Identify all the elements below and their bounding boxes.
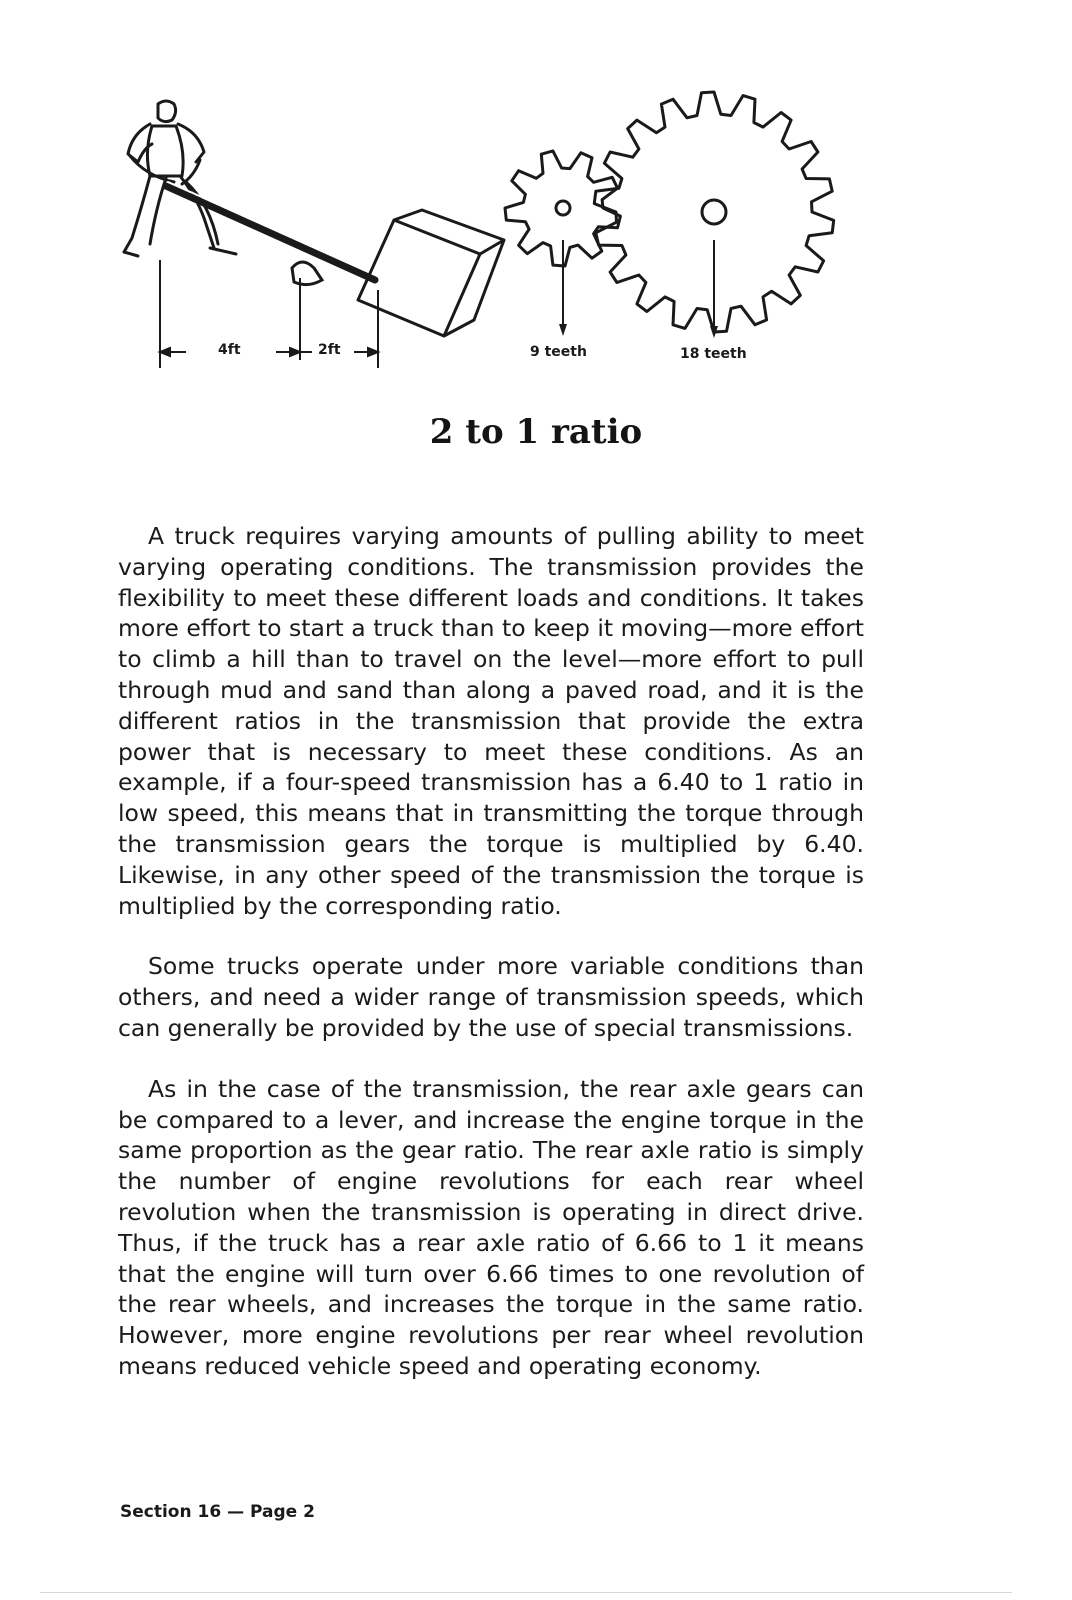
lever-long-arm-label: 4ft	[218, 342, 241, 358]
paragraph-special-transmissions: Some trucks operate under more variable conditions than others, and need a wider range of transmission speeds, which can generally be provided by the use of special transmissions.	[118, 952, 864, 1042]
load-block-drawing	[358, 210, 504, 336]
paragraph-rear-axle-ratio: As in the case of the transmission, the rear axle gears can be compared to a lever, and increase the engine torque in the same proportion as the gear ratio. The rear axle ratio is simply the number of engine revolutions for each rear wheel revolution when the transmission is operating in direct drive. Thus, if the truck has a rear axle ratio of 6.66 to 1 it means that the engine will turn over 6.66 times to one revolution of the rear wheels, and increases the torque in the same ratio. However, more engine revolutions per rear wheel revolution means reduced vehicle speed and operating economy.	[118, 1074, 864, 1380]
small-gear-9-teeth-drawing	[505, 151, 620, 336]
body-text	[118, 521, 864, 1412]
figure-caption: 2 to 1 ratio	[429, 412, 643, 452]
man-pushing-lever-drawing	[124, 101, 236, 256]
lever-dimension-lines	[160, 260, 378, 368]
fulcrum-drawing	[292, 262, 322, 330]
lever-and-gears-illustration	[120, 90, 860, 390]
large-gear-18-teeth-drawing	[594, 92, 833, 338]
small-gear-teeth-label: 9 teeth	[530, 344, 587, 360]
bottom-edge-rule	[40, 1592, 1012, 1593]
lever-bar-drawing	[166, 182, 375, 280]
lever-short-arm-label: 2ft	[318, 342, 341, 358]
large-gear-teeth-label: 18 teeth	[680, 346, 747, 362]
page-footer: Section 16 — Page 2	[120, 1502, 315, 1522]
paragraph-transmission-ratios: A truck requires varying amounts of pulling ability to meet varying operating conditions. The transmission provides the flexibility to meet these different loads and conditions. It takes more effort to start a truck than to keep it moving—more effort to climb a hill than to travel on the level—more effort to pull through mud and sand than along a paved road, and it is the different ratios in the transmission that provide the extra power that is necessary to meet these conditions. As an example, if a four-speed transmission has a 6.40 to 1 ratio in low speed, this means that in transmitting the torque through the transmission gears the torque is multiplied by 6.40. Likewise, in any other speed of the transmission the torque is multiplied by the corresponding ratio.	[118, 522, 864, 920]
